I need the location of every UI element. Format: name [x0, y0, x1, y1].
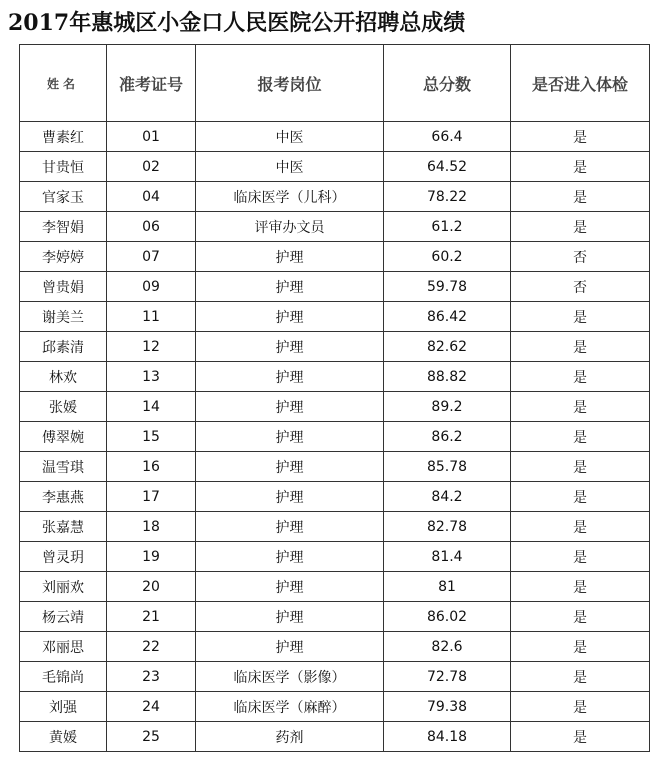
table-row [20, 572, 650, 602]
cell-name: 毛锦尚 [20, 662, 107, 692]
cell-name: 林欢 [20, 362, 107, 392]
cell-physical-exam: 是 [511, 122, 650, 152]
results-table [19, 44, 650, 752]
cell-physical-exam: 否 [511, 272, 650, 302]
cell-total-score: 86.2 [384, 422, 511, 452]
header-name: 姓名 [20, 45, 107, 122]
cell-total-score: 78.22 [384, 182, 511, 212]
cell-name: 黄媛 [20, 722, 107, 752]
cell-total-score: 81.4 [384, 542, 511, 572]
cell-position: 护理 [196, 362, 384, 392]
cell-total-score: 64.52 [384, 152, 511, 182]
cell-position: 护理 [196, 272, 384, 302]
cell-total-score: 84.2 [384, 482, 511, 512]
table-row [20, 152, 650, 182]
cell-name: 邱素清 [20, 332, 107, 362]
cell-physical-exam: 是 [511, 332, 650, 362]
cell-name: 刘强 [20, 692, 107, 722]
table-header-row [20, 45, 650, 122]
cell-exam-id: 09 [107, 272, 196, 302]
cell-physical-exam: 是 [511, 152, 650, 182]
cell-total-score: 85.78 [384, 452, 511, 482]
cell-physical-exam: 是 [511, 512, 650, 542]
cell-position: 护理 [196, 302, 384, 332]
cell-total-score: 59.78 [384, 272, 511, 302]
cell-exam-id: 13 [107, 362, 196, 392]
cell-position: 药剂 [196, 722, 384, 752]
cell-name: 李智娟 [20, 212, 107, 242]
cell-position: 护理 [196, 632, 384, 662]
cell-total-score: 79.38 [384, 692, 511, 722]
cell-exam-id: 25 [107, 722, 196, 752]
table-row [20, 662, 650, 692]
cell-exam-id: 23 [107, 662, 196, 692]
table-row [20, 362, 650, 392]
table-row [20, 182, 650, 212]
cell-name: 李惠燕 [20, 482, 107, 512]
cell-exam-id: 19 [107, 542, 196, 572]
table-row [20, 332, 650, 362]
table-row [20, 242, 650, 272]
cell-position: 护理 [196, 602, 384, 632]
table-row [20, 542, 650, 572]
cell-total-score: 82.78 [384, 512, 511, 542]
header-position: 报考岗位 [196, 45, 384, 122]
cell-name: 张媛 [20, 392, 107, 422]
cell-physical-exam: 是 [511, 182, 650, 212]
cell-exam-id: 15 [107, 422, 196, 452]
cell-total-score: 72.78 [384, 662, 511, 692]
cell-position: 护理 [196, 452, 384, 482]
cell-exam-id: 02 [107, 152, 196, 182]
cell-total-score: 82.62 [384, 332, 511, 362]
cell-name: 李婷婷 [20, 242, 107, 272]
cell-name: 谢美兰 [20, 302, 107, 332]
cell-name: 曾贵娟 [20, 272, 107, 302]
cell-physical-exam: 是 [511, 542, 650, 572]
cell-exam-id: 14 [107, 392, 196, 422]
table-row [20, 302, 650, 332]
cell-total-score: 61.2 [384, 212, 511, 242]
cell-exam-id: 22 [107, 632, 196, 662]
cell-physical-exam: 是 [511, 422, 650, 452]
cell-exam-id: 11 [107, 302, 196, 332]
header-total-score: 总分数 [384, 45, 511, 122]
cell-position: 护理 [196, 242, 384, 272]
cell-position: 护理 [196, 392, 384, 422]
table-row [20, 692, 650, 722]
cell-exam-id: 07 [107, 242, 196, 272]
cell-position: 护理 [196, 512, 384, 542]
cell-name: 刘丽欢 [20, 572, 107, 602]
cell-position: 临床医学（儿科） [196, 182, 384, 212]
cell-exam-id: 06 [107, 212, 196, 242]
cell-name: 官家玉 [20, 182, 107, 212]
cell-total-score: 60.2 [384, 242, 511, 272]
cell-physical-exam: 是 [511, 482, 650, 512]
cell-position: 中医 [196, 122, 384, 152]
cell-name: 曾灵玥 [20, 542, 107, 572]
cell-position: 护理 [196, 422, 384, 452]
cell-total-score: 66.4 [384, 122, 511, 152]
table-row [20, 422, 650, 452]
cell-position: 护理 [196, 482, 384, 512]
cell-position: 护理 [196, 542, 384, 572]
cell-position: 评审办文员 [196, 212, 384, 242]
table-body [20, 122, 650, 752]
cell-physical-exam: 是 [511, 602, 650, 632]
cell-exam-id: 17 [107, 482, 196, 512]
cell-physical-exam: 是 [511, 362, 650, 392]
table-row [20, 122, 650, 152]
table-row [20, 392, 650, 422]
cell-exam-id: 04 [107, 182, 196, 212]
table-row [20, 482, 650, 512]
cell-position: 中医 [196, 152, 384, 182]
table-row [20, 602, 650, 632]
cell-position: 临床医学（麻醉） [196, 692, 384, 722]
cell-physical-exam: 是 [511, 662, 650, 692]
cell-total-score: 86.42 [384, 302, 511, 332]
table-row [20, 512, 650, 542]
cell-name: 甘贵恒 [20, 152, 107, 182]
cell-position: 护理 [196, 332, 384, 362]
cell-total-score: 81 [384, 572, 511, 602]
cell-physical-exam: 是 [511, 722, 650, 752]
cell-name: 邓丽思 [20, 632, 107, 662]
cell-physical-exam: 是 [511, 572, 650, 602]
cell-exam-id: 12 [107, 332, 196, 362]
cell-physical-exam: 是 [511, 212, 650, 242]
table-row [20, 632, 650, 662]
cell-physical-exam: 是 [511, 392, 650, 422]
cell-exam-id: 18 [107, 512, 196, 542]
cell-physical-exam: 是 [511, 452, 650, 482]
cell-total-score: 88.82 [384, 362, 511, 392]
cell-exam-id: 21 [107, 602, 196, 632]
page-title: 2017年惠城区小金口人民医院公开招聘总成绩 [8, 10, 466, 36]
cell-exam-id: 24 [107, 692, 196, 722]
table-row [20, 272, 650, 302]
header-physical-exam: 是否进入体检 [511, 45, 650, 122]
cell-total-score: 84.18 [384, 722, 511, 752]
cell-name: 杨云靖 [20, 602, 107, 632]
cell-physical-exam: 否 [511, 242, 650, 272]
cell-exam-id: 16 [107, 452, 196, 482]
cell-position: 临床医学（影像） [196, 662, 384, 692]
header-exam-id: 准考证号 [107, 45, 196, 122]
cell-name: 傅翠婉 [20, 422, 107, 452]
table-row [20, 722, 650, 752]
cell-total-score: 86.02 [384, 602, 511, 632]
cell-name: 曹素红 [20, 122, 107, 152]
cell-total-score: 82.6 [384, 632, 511, 662]
table-row [20, 452, 650, 482]
table-row [20, 212, 650, 242]
cell-name: 温雪琪 [20, 452, 107, 482]
cell-exam-id: 01 [107, 122, 196, 152]
cell-physical-exam: 是 [511, 692, 650, 722]
cell-total-score: 89.2 [384, 392, 511, 422]
cell-name: 张嘉慧 [20, 512, 107, 542]
cell-physical-exam: 是 [511, 632, 650, 662]
cell-physical-exam: 是 [511, 302, 650, 332]
cell-position: 护理 [196, 572, 384, 602]
cell-exam-id: 20 [107, 572, 196, 602]
